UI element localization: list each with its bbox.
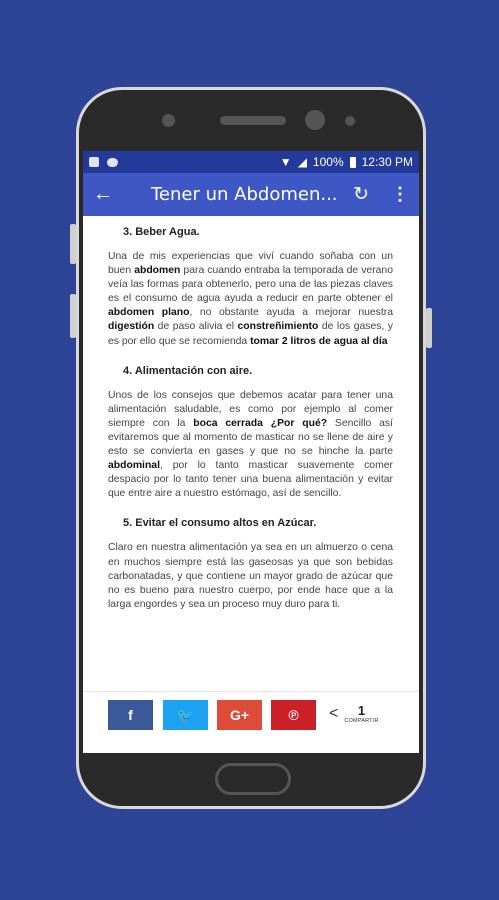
app-bar (83, 173, 419, 216)
more-vert-icon[interactable]: ⋮ (391, 184, 409, 204)
section-heading: 3. Beber Agua. (123, 226, 200, 238)
wifi-icon: ▼ (279, 155, 292, 169)
pinterest-share-button[interactable] (271, 700, 316, 730)
power-button (426, 308, 432, 348)
image-notification-icon (89, 157, 99, 167)
status-bar (83, 151, 419, 173)
google-plus-share-button[interactable] (217, 700, 262, 730)
share-count-label: COMPARTIR (344, 718, 379, 724)
battery-icon (350, 157, 356, 168)
share-counter[interactable] (329, 703, 379, 724)
article-paragraph: Unos de los consejos que debemos acatar para tener una alimentación saludable, es como por ejemplo al comer siempre con la boca cerrada ¿Por qué? Sencillo así evitaremos que al momento de masticar no se llene de aire y esto se convierta en gases y que no se hinche la parte abdominal, por lo tanto masticar suavemente comer despacio por lo tanto tener una buena alimentación y evitar que entre aire a nuestro estómago, así de sencillo. (108, 389, 393, 500)
volume-down-button (70, 294, 76, 338)
signal-icon: ◢ (297, 155, 307, 169)
arrow-back-icon[interactable]: ← (93, 183, 113, 205)
twitter-share-button[interactable] (163, 700, 208, 730)
earpiece-speaker (220, 116, 286, 125)
share-count: 1 (357, 703, 366, 718)
chat-notification-icon (107, 158, 118, 167)
home-button[interactable] (215, 763, 291, 795)
screen (83, 151, 419, 753)
facebook-share-button[interactable] (108, 700, 153, 730)
article-paragraph: Una de mis experiencias que viví cuando soñaba con un buen abdomen para cuando entraba la temporada de verano veía las formas para obtenerlo, pero una de las piezas claves es el consumo de agua ayuda a reducir en parte obtener el abdomen plano, no obstante ayuda a mejorar nuestra digestión de paso alivia el constreñimiento de los gases, y es por ello que se recomienda tomar 2 litros de agua al día (108, 251, 393, 347)
front-camera (305, 110, 325, 130)
phone-frame (76, 87, 426, 809)
article-content[interactable] (83, 216, 419, 691)
refresh-icon[interactable]: ↻ (353, 184, 369, 205)
article-paragraph: Claro en nuestra alimentación ya sea en un almuerzo o cena en muchos siempre está las gaseosas ya que son bebidas carbonatadas, y que contiene un mayor grado de azúcar que no es bueno para nuestro cuerpo, por ende hace que a la larga engordes y sea un proceso muy duro para ti. (108, 542, 393, 610)
clock: 12:30 PM (361, 155, 413, 169)
proximity-sensor (345, 116, 355, 126)
section-heading: 5. Evitar el consumo altos en Azúcar. (123, 517, 317, 530)
pinterest-icon: ℗ (288, 707, 299, 723)
google-plus-icon: G+ (229, 707, 250, 723)
volume-up-button (70, 224, 76, 264)
front-sensor (162, 114, 175, 127)
share-icon: < (329, 704, 339, 722)
battery-percent: 100% (312, 155, 344, 169)
section-heading: 4. Alimentación con aire. (123, 364, 253, 377)
page-title: Tener un Abdomen... (151, 184, 338, 205)
facebook-icon: f (128, 707, 133, 723)
share-bar (83, 691, 419, 753)
twitter-icon: 🐦 (176, 706, 195, 723)
